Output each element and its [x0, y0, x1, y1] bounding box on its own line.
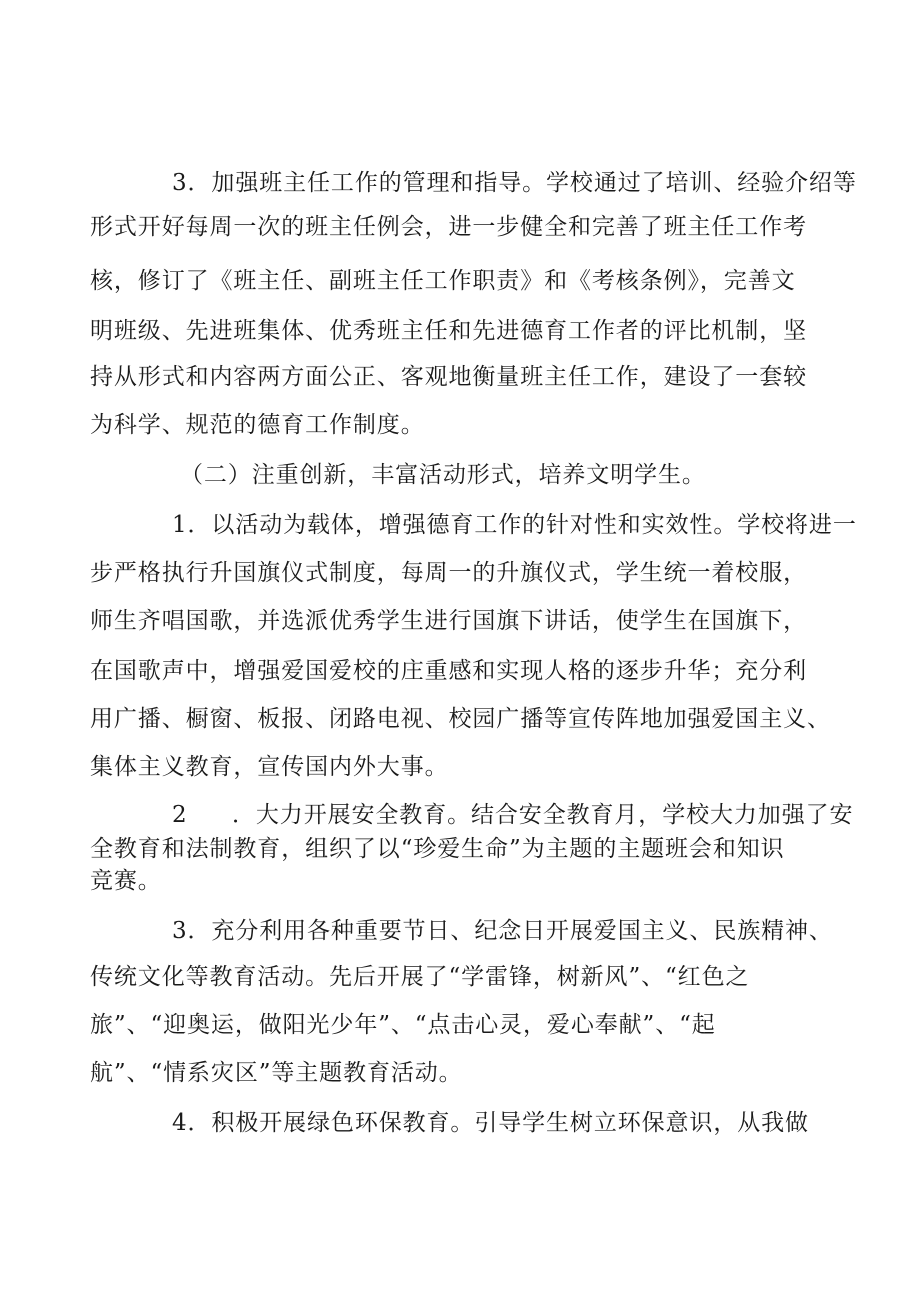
paragraph-1-line-6: 为科学、规范的德育工作制度。: [90, 412, 425, 438]
paragraph-2-line-6: 集体主义教育，宣传国内外大事。: [90, 754, 449, 780]
paragraph-5-line-1: 4．积极开展绿色环保教育。引导学生树立环保意识，从我做: [172, 1110, 809, 1136]
paragraph-4-line-3: 旅”、“迎奥运，做阳光少年”、“点击心灵，爱心奉献”、“起: [90, 1012, 716, 1038]
paragraph-3-line-2: 全教育和法制教育，组织了以“珍爱生命”为主题的主题班会和知识: [90, 836, 785, 862]
paragraph-4-line-2: 传统文化等教育活动。先后开展了“学雷锋，树新风”、“红色之: [90, 964, 750, 990]
paragraph-3-line-1: ．大力开展安全教育。结合安全教育月，学校大力加强了安: [232, 802, 854, 828]
paragraph-2-line-2: 步严格执行升国旗仪式制度，每周一的升旗仪式，学生统一着校服，: [90, 560, 807, 586]
paragraph-2-line-4: 在国歌声中，增强爱国爱校的庄重感和实现人格的逐步升华；充分利: [90, 658, 807, 684]
paragraph-3-line-3: 竞赛。: [90, 868, 162, 894]
paragraph-4-line-4: 航”、“情系灾区”等主题教育活动。: [90, 1060, 463, 1086]
section-heading: （二）注重创新，丰富活动形式，培养文明学生。: [180, 462, 706, 488]
paragraph-1-line-1: 3．加强班主任工作的管理和指导。学校通过了培训、经验介绍等: [172, 170, 857, 196]
paragraph-3-number: 2: [172, 802, 188, 828]
paragraph-4-line-1: 3．充分利用各种重要节日、纪念日开展爱国主义、民族精神、: [172, 918, 833, 944]
paragraph-2-line-5: 用广播、橱窗、板报、闭路电视、校园广播等宣传阵地加强爱国主义、: [90, 706, 831, 732]
paragraph-2-line-1: 1．以活动为载体，增强德育工作的针对性和实效性。学校将进一: [172, 512, 857, 538]
paragraph-1-line-3: 核，修订了《班主任、副班主任工作职责》和《考核条例》，完善文: [90, 268, 796, 294]
paragraph-2-line-3: 师生齐唱国歌，并选派优秀学生进行国旗下讲话，使学生在国旗下，: [90, 608, 807, 634]
paragraph-1-line-4: 明班级、先进班集体、优秀班主任和先进德育工作者的评比机制，坚: [90, 318, 807, 344]
paragraph-1-line-2: 形式开好每周一次的班主任例会，进一步健全和完善了班主任工作考: [90, 214, 807, 240]
paragraph-1-line-5: 持从形式和内容两方面公正、客观地衡量班主任工作，建设了一套较: [90, 364, 807, 390]
